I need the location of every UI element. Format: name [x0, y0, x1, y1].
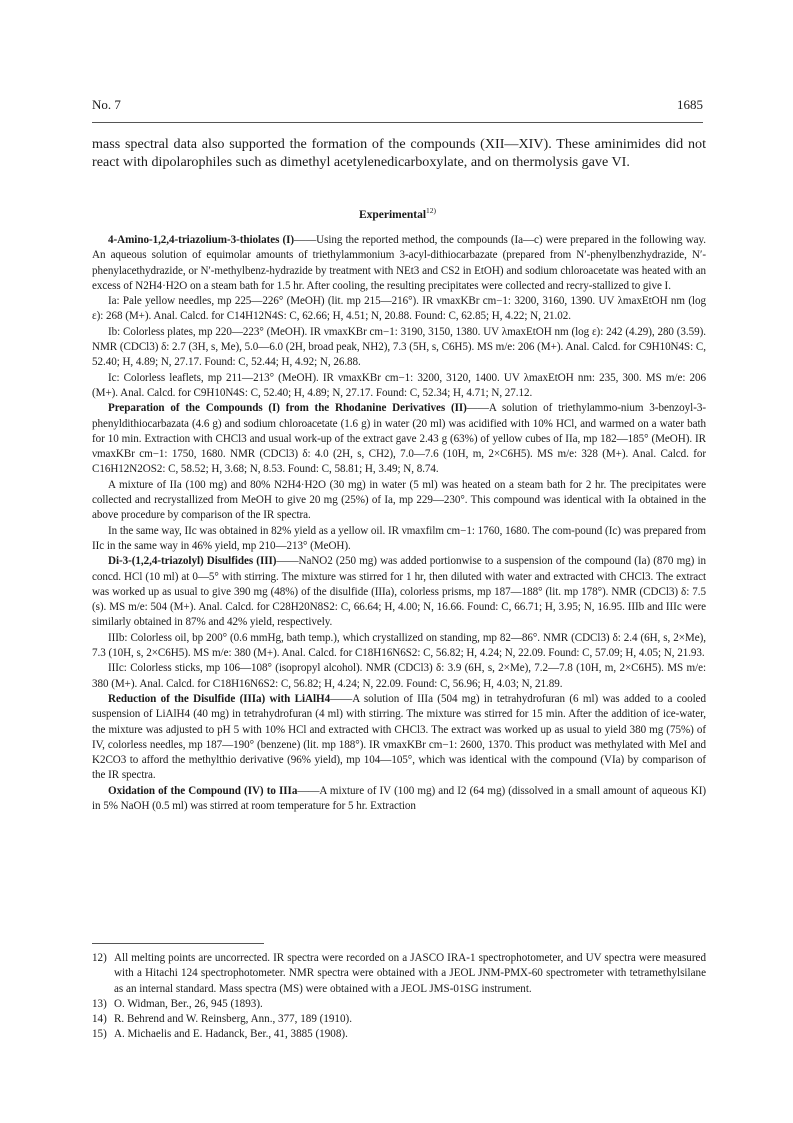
footnote-number: 14) [92, 1013, 107, 1026]
paragraph-rhodanine [92, 401, 706, 477]
footnote-number: 13) [92, 997, 107, 1010]
paragraph-iic: In the same way, IIc was obtained in 82% yield as a yellow oil. IR νmaxfilm cm−1: 1760, 1680. The com-pound (Ic) was prepared from IIc in the same way in 46% yield, mp 210—213° (MeOH). [92, 524, 706, 552]
paragraph-text: ——Using the reported method, the compounds (Ia—c) were prepared in the following way. An aqueous solution of equimolar amounts of triethylammonium 3-acyl-dithiocarbazate (prepared from N′-phenylbenzhydrazide, N′-phenylacethydrazide, or N′-methylbenz-hydrazide by treatment with NEt3 and CS2 in EtOH) and sodium chloroacetate was heated with an excess of N2H4·H2O on a steam bath for 1.5 hr. After cooling, the resulting precipitates were collected and recry-stallized to give I. [92, 234, 706, 292]
paragraph-iiic: IIIc: Colorless sticks, mp 106—108° (isopropyl alcohol). NMR (CDCl3) δ: 3.9 (6H, s, 2×Me), 7.2—7.8 (10H, m, 2×C6H5). MS m/e: 380 (M+). Anal. Calcd. for C18H16N6S2: C, 56.82; H, 4.24; N, 22.09. Found: C, 56.96; H, 4.03; N, 21.89. [92, 662, 706, 690]
paragraph-head: Di-3-(1,2,4-triazolyl) Disulfides (III) [108, 555, 277, 568]
paragraph-iiib: IIIb: Colorless oil, bp 200° (0.6 mmHg, bath temp.), which crystallized on standing, mp 82—86°. NMR (CDCl3) δ: 2.4 (6H, s, 2×Me), 7.3 (10H, s, 2×C6H5). MS m/e: 380 (M+). Anal. Calcd. for C18H16N6S2: C, 56.82; H, 4.24; N, 22.09. Found: C, 57.09; H, 4.05; N, 21.93. [92, 631, 706, 660]
paragraph-disulfides [92, 554, 706, 630]
footnote [92, 1027, 706, 1042]
paragraph-triazolium [92, 233, 706, 294]
issue-number: No. 7 [92, 97, 121, 112]
section-heading [92, 206, 703, 221]
paragraph-ia: Ia: Pale yellow needles, mp 225—226° (MeOH) (lit. mp 215—216°). IR νmaxKBr cm−1: 3200, 3160, 1390. UV λmaxEtOH nm (log ε): 268 (M+). Anal. Calcd. for C14H12N4S: C, 62.66; H, 4.51; N, 20.88. Found: C, 62.85; H, 4.22; N, 21.02. [92, 295, 706, 323]
paragraph-ib: Ib: Colorless plates, mp 220—223° (MeOH). IR νmaxKBr cm−1: 3190, 3150, 1380. UV λmaxEtOH nm (log ε): 242 (4.29), 280 (3.59). NMR (CDCl3) δ: 2.7 (3H, s, Me), 5.0—6.0 (2H, broad peak, NH2), 7.3 (5H, s, C6H5). MS m/e: 206 (M+). Anal. Calcd. for C9H10N4S: C, 52.40; H, 4.89; N, 27.17. Found: C, 52.44; H, 4.92; N, 26.88. [92, 325, 706, 369]
footnote-number: 15) [92, 1028, 107, 1041]
footnote [92, 997, 706, 1012]
running-header [92, 97, 703, 115]
intro-paragraph [92, 135, 706, 171]
paragraph-head: Reduction of the Disulfide (IIIa) with LiAlH4 [108, 692, 331, 705]
paragraph-text: ——A solution of IIIa (504 mg) in tetrahydrofuran (6 ml) was added to a cooled suspension of LiAlH4 (40 mg) in tetrahydrofuran (4 ml) with stirring. The mixture was stirred for 15 min. After the addition of ice-water, the mixture was adjusted to pH 5 with 10% HCl and extracted with CHCl3. The extract was worked up as usual to yield 380 mg (75%) of IV, colorless needles, mp 187—190° (benzene) (lit. mp 188°). IR νmaxKBr cm−1: 2600, 1370. This product was methylated with MeI and K2CO3 to afford the methylthio derivative (96% yield), mp 104—105°, which was identical with the compound (VIa) by comparison of the IR spectra. [92, 692, 707, 782]
experimental-body [92, 233, 706, 814]
footnote-text: A. Michaelis and E. Hadanck, Ber., 41, 3885 (1908). [114, 1028, 348, 1041]
paragraph-text: ——NaNO2 (250 mg) was added portionwise to a suspension of the compound (Ia) (870 mg) in concd. HCl (10 ml) at 0—5° with stirring. The mixture was stirred for 1 hr, then diluted with water and extracted with CHCl3. The extract was worked up as usual to give 390 mg (48%) of the disulfide (IIIa), colorless prisms, mp 187—188° (lit. mp 178°). NMR (CDCl3) δ: 7.5 (s). MS m/e: 504 (M+). Anal. Calcd. for C28H20N8S2: C, 66.64; H, 4.00; N, 16.66. Found: C, 66.71; H, 3.95; N, 16.95. IIIb and IIIc were similarly obtained in 87% and 42% yield, respectively. [92, 555, 706, 629]
footnote-text: R. Behrend and W. Reinsberg, Ann., 377, 189 (1910). [114, 1013, 352, 1026]
paragraph-ic: Ic: Colorless leaflets, mp 211—213° (MeOH). IR νmaxKBr cm−1: 3200, 3120, 1400. UV λmaxEtOH nm: 235, 300. MS m/e: 206 (M+). Anal. Calcd. for C9H10N4S: C, 52.40; H, 4.89; N, 27.17. Found: C, 52.34; H, 4.71; N, 27.12. [92, 371, 706, 399]
paragraph-head: 4-Amino-1,2,4-triazolium-3-thiolates (I) [108, 234, 295, 246]
section-ref: 12) [426, 206, 437, 215]
section-title: Experimental [358, 208, 427, 221]
paragraph-head: Preparation of the Compounds (I) from the Rhodanine Derivatives (II) [108, 402, 467, 415]
footnote-rule [92, 943, 264, 944]
footnote-text: All melting points are uncorrected. IR spectra were recorded on a JASCO IRA-1 spectrophotometer, and UV spectra were measured with a Hitachi 124 spectrophotometer. NMR spectra were obtained with a JEOL JNM-PMX-60 spectrometer with tetramethylsilane as an internal standard. Mass spectra (MS) were obtained with a JEOL JMS-01SG instrument. [114, 952, 706, 995]
header-rule [92, 122, 703, 123]
paragraph-mixture-iia: A mixture of IIa (100 mg) and 80% N2H4·H2O (30 mg) in water (5 ml) was heated on a steam bath for 2 hr. The precipitates were collected and recrystallized from MeOH to give 20 mg (25%) of Ia, mp 229—230°. This compound was identical with Ia obtained in the above procedure by comparison of the IR spectra. [92, 478, 706, 522]
intro-text: mass spectral data also supported the formation of the compounds (XII—XIV). These aminimides did not react with dipolarophiles such as dimethyl acetylenedicarboxylate, and on thermolysis gave VI. [92, 136, 706, 170]
paragraph-text: ——A mixture of IV (100 mg) and I2 (64 mg) (dissolved in a small amount of aqueous KI) in 5% NaOH (0.5 ml) was stirred at room temperature for 5 hr. Extraction [92, 784, 706, 812]
paragraph-head: Oxidation of the Compound (IV) to IIIa [108, 784, 298, 797]
paragraph-text: ——A solution of triethylammo-nium 3-benzoyl-3-phenyldithiocarbazata (4.6 g) and sodium chloroacetate (1.6 g) in water (20 ml) was acidified with 10% HCl, and warmed on a water bath for 10 min. Extraction with CHCl3 and usual work-up of the extract gave 2.43 g (63%) of yellow cubes of IIa, mp 182—185° (MeOH). IR νmaxKBr cm−1: 1750, 1680. NMR (CDCl3) δ: 4.0 (2H, s, CH2), 7.0—7.6 (10H, m, 2×C6H5). MS m/e: 328 (M+). Anal. Calcd. for C16H12N2OS2: C, 58.52; H, 3.68; N, 8.53. Found: C, 58.81; H, 3.49; N, 8.74. [92, 402, 706, 476]
footnote-text: O. Widman, Ber., 26, 945 (1893). [114, 997, 263, 1010]
footnotes [92, 951, 706, 1043]
paragraph-reduction [92, 692, 706, 784]
footnote [92, 1012, 706, 1027]
paragraph-oxidation [92, 784, 706, 815]
footnote-number: 12) [92, 952, 107, 964]
footnote [92, 951, 706, 997]
page-number: 1685 [677, 97, 703, 112]
